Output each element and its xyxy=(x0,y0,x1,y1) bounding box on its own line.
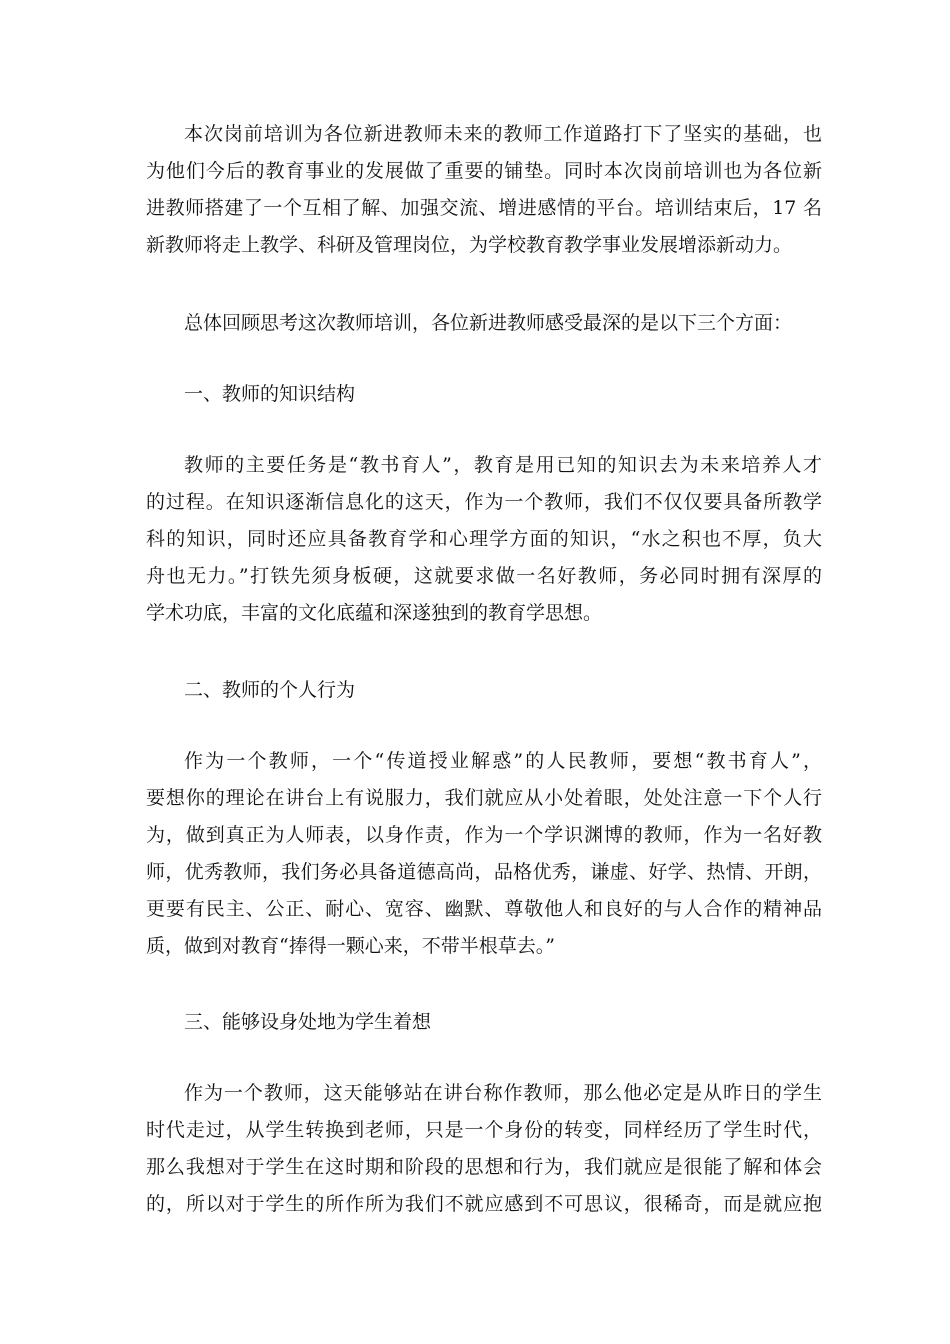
heading-text: 二、教师的个人行为 xyxy=(184,679,356,701)
section-2-paragraph xyxy=(146,743,822,965)
section-heading-1 xyxy=(146,376,822,413)
text-line: 时代走过，从学生转换到老师，只是一个身份的转变，同样经历了学生时代， xyxy=(146,1119,822,1141)
heading-text: 三、能够设身处地为学生着想 xyxy=(184,1011,432,1033)
section-3-paragraph xyxy=(146,1075,822,1223)
text-line: 要想你的理论在讲台上有说服力，我们就应从小处着眼，处处注意一下个人行 xyxy=(146,787,822,809)
text-line: 那么我想对于学生在这时期和阶段的思想和行为，我们就应是很能了解和体会 xyxy=(146,1156,822,1178)
text-line: 师，优秀教师，我们务必具备道德高尚，品格优秀，谦虚、好学、热情、开朗， xyxy=(146,861,822,883)
section-heading-3 xyxy=(146,1004,822,1041)
text-line: 为他们今后的教育事业的发展做了重要的铺垫。同时本次岗前培训也为各位新 xyxy=(146,160,822,182)
section-1-paragraph xyxy=(146,447,822,632)
text-line: 本次岗前培训为各位新进教师未来的教师工作道路打下了坚实的基础，也 xyxy=(184,123,822,145)
text-line: 舟也无力。”打铁先须身板硬，这就要求做一名好教师，务必同时拥有深厚的 xyxy=(146,565,822,587)
text-line: 为，做到真正为人师表，以身作责，作为一个学识渊博的教师，作为一名好教 xyxy=(146,824,822,846)
text-line: 科的知识，同时还应具备教育学和心理学方面的知识，“水之积也不厚，负大 xyxy=(146,528,822,550)
heading-text: 一、教师的知识结构 xyxy=(184,383,356,405)
text-line: 学术功底，丰富的文化底蕴和深遂独到的教育学思想。 xyxy=(146,602,603,624)
text-line: 新教师将走上教学、科研及管理岗位，为学校教育教学事业发展增添新动力。 xyxy=(146,234,793,256)
text-line: 的过程。在知识逐渐信息化的这天，作为一个教师，我们不仅仅要具备所教学 xyxy=(146,491,822,513)
section-heading-2 xyxy=(146,672,822,709)
text-line: 总体回顾思考这次教师培训，各位新进教师感受最深的是以下三个方面： xyxy=(184,312,793,334)
text-line: 更要有民主、公正、耐心、宽容、幽默、尊敬他人和良好的与人合作的精神品 xyxy=(146,898,822,920)
text-line: 进教师搭建了一个互相了解、加强交流、增进感情的平台。培训结束后，17 名 xyxy=(146,197,822,219)
overview-paragraph xyxy=(146,305,822,342)
text-line: 作为一个教师，这天能够站在讲台称作教师，那么他必定是从昨日的学生 xyxy=(184,1082,822,1104)
text-line: 作为一个教师，一个“传道授业解惑”的人民教师，要想“教书育人”， xyxy=(184,750,822,772)
text-line: 的，所以对于学生的所作所为我们不就应感到不可思议，很稀奇，而是就应抱 xyxy=(146,1193,822,1215)
text-line: 教师的主要任务是“教书育人”，教育是用已知的知识去为未来培养人才 xyxy=(184,454,822,476)
text-line: 质，做到对教育“捧得一颗心来，不带半根草去。” xyxy=(146,935,555,957)
intro-paragraph xyxy=(146,116,822,264)
